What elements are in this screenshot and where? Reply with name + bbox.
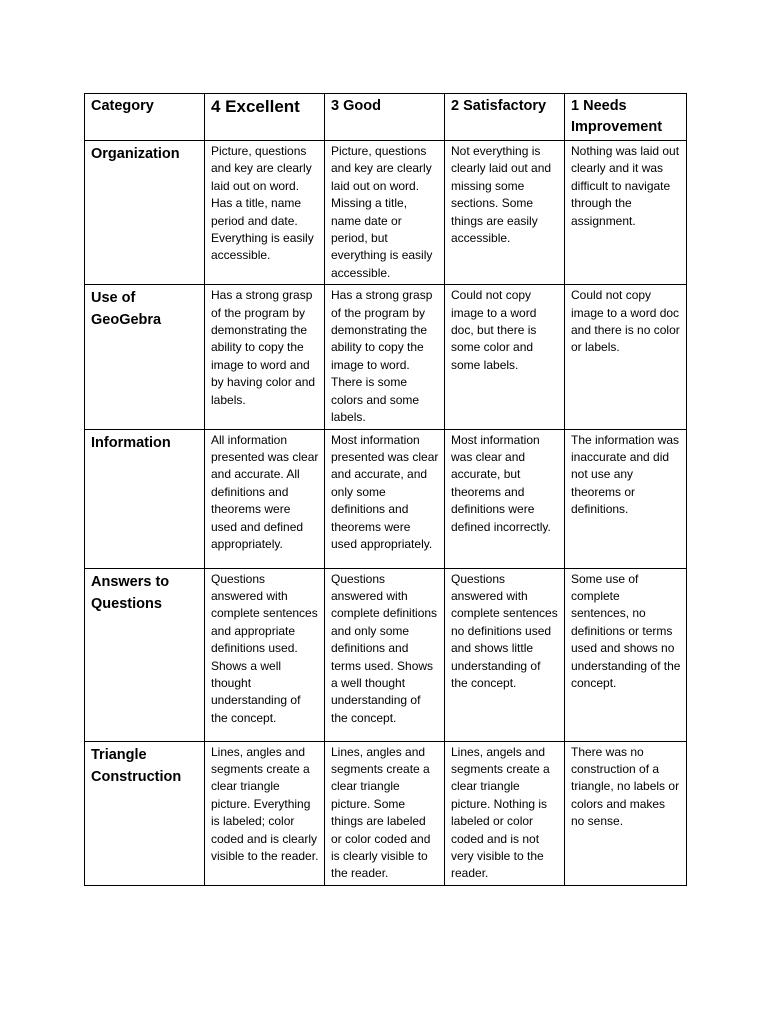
category-cell: Use of GeoGebra [85, 285, 205, 429]
criteria-cell-satisfactory: Not everything is clearly laid out and missing some sections. Some things are easily accessible. [445, 141, 565, 285]
criteria-cell-needs-improvement: Could not copy image to a word doc and there is no color or labels. [565, 285, 687, 429]
criteria-cell-satisfactory: Could not copy image to a word doc, but there is some color and some labels. [445, 285, 565, 429]
criteria-cell-needs-improvement: Some use of complete sentences, no definitions or terms used and shows no understanding of the concept. [565, 568, 687, 741]
criteria-cell-needs-improvement: The information was inaccurate and did not use any theorems or definitions. [565, 429, 687, 568]
criteria-cell-satisfactory: Lines, angels and segments create a clear triangle picture. Nothing is labeled or color coded and is not very visible to the reader. [445, 741, 565, 885]
header-row [85, 94, 687, 141]
header-satisfactory: 2 Satisfactory [445, 94, 565, 141]
table-row-use-of-geogebra [85, 285, 687, 429]
criteria-cell-good: Picture, questions and key are clearly laid out on word. Missing a title, name date or period, but everything is easily accessible. [325, 141, 445, 285]
category-cell: Information [85, 429, 205, 568]
header-category: Category [85, 94, 205, 141]
category-cell: Organization [85, 141, 205, 285]
criteria-cell-needs-improvement: There was no construction of a triangle, no labels or colors and makes no sense. [565, 741, 687, 885]
criteria-cell-excellent: Lines, angles and segments create a clear triangle picture. Everything is labeled; color coded and is clearly visible to the reader. [205, 741, 325, 885]
criteria-cell-satisfactory: Questions answered with complete sentences no definitions used and shows little understanding of the concept. [445, 568, 565, 741]
rubric-table [84, 93, 687, 886]
criteria-cell-excellent: Picture, questions and key are clearly laid out on word. Has a title, name period and date. Everything is easily accessible. [205, 141, 325, 285]
table-row-organization [85, 141, 687, 285]
category-cell: Answers to Questions [85, 568, 205, 741]
header-excellent: 4 Excellent [205, 94, 325, 141]
table-row-triangle-construction [85, 741, 687, 885]
criteria-cell-good: Questions answered with complete definitions and only some definitions and terms used. Shows a well thought understanding of the concept. [325, 568, 445, 741]
category-cell: Triangle Construction [85, 741, 205, 885]
header-good: 3 Good [325, 94, 445, 141]
criteria-cell-excellent: All information presented was clear and accurate. All definitions and theorems were used and defined appropriately. [205, 429, 325, 568]
header-needs-improvement: 1 Needs Improvement [565, 94, 687, 141]
criteria-cell-excellent: Questions answered with complete sentences and appropriate definitions used. Shows a well thought understanding of the concept. [205, 568, 325, 741]
table-row-answers-to-questions [85, 568, 687, 741]
criteria-cell-good: Most information presented was clear and accurate, and only some definitions and theorems were used appropriately. [325, 429, 445, 568]
criteria-cell-excellent: Has a strong grasp of the program by demonstrating the ability to copy the image to word and by having color and labels. [205, 285, 325, 429]
table-row-information [85, 429, 687, 568]
criteria-cell-good: Lines, angles and segments create a clear triangle picture. Some things are labeled or color coded and is clearly visible to the reader. [325, 741, 445, 885]
criteria-cell-satisfactory: Most information was clear and accurate, but theorems and definitions were defined incorrectly. [445, 429, 565, 568]
criteria-cell-good: Has a strong grasp of the program by demonstrating the ability to copy the image to word. There is some colors and some labels. [325, 285, 445, 429]
criteria-cell-needs-improvement: Nothing was laid out clearly and it was difficult to navigate through the assignment. [565, 141, 687, 285]
